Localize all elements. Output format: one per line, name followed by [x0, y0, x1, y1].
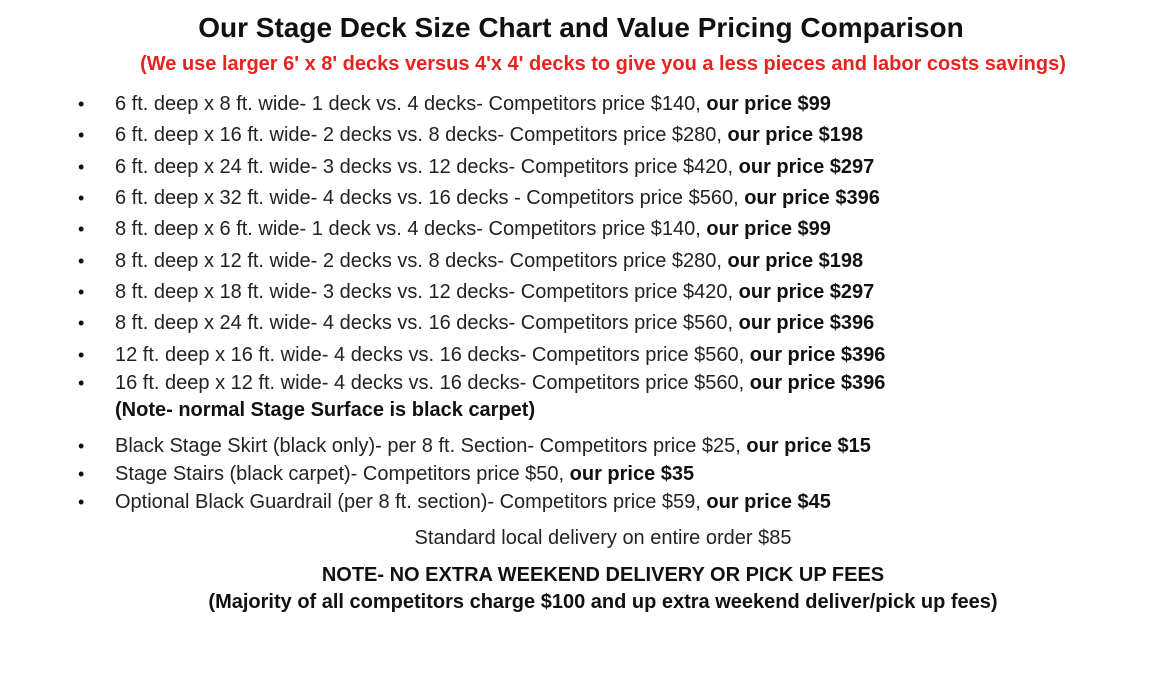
item-description: 6 ft. deep x 32 ft. wide- 4 decks vs. 16 decks - Competitors price $560,: [115, 187, 745, 209]
list-item: [78, 369, 885, 397]
item-price: our price $396: [749, 344, 886, 366]
bullet-icon: •: [78, 345, 85, 365]
item-price: our price $45: [706, 491, 831, 513]
item-description: 8 ft. deep x 12 ft. wide- 2 decks vs. 8 decks- Competitors price $280,: [115, 250, 728, 272]
bullet-icon: •: [78, 157, 85, 177]
list-item: [78, 153, 874, 181]
list-item: [78, 278, 874, 306]
bullet-icon: •: [78, 125, 85, 145]
list-item: [78, 184, 880, 212]
item-price: our price $396: [744, 187, 880, 209]
item-price: our price $15: [746, 435, 871, 457]
bullet-icon: •: [78, 436, 85, 456]
item-description: Black Stage Skirt (black only)- per 8 ft. Section- Competitors price $25,: [115, 435, 747, 457]
stage-surface-note: (Note- normal Stage Surface is black carpet): [115, 399, 536, 421]
item-price: our price $297: [738, 281, 875, 303]
bullet-icon: •: [78, 251, 85, 271]
item-description: 6 ft. deep x 24 ft. wide- 3 decks vs. 12 decks- Competitors price $420,: [115, 156, 739, 178]
bullet-icon: •: [78, 282, 85, 302]
item-description: 12 ft. deep x 16 ft. wide- 4 decks vs. 16 decks- Competitors price $560,: [115, 344, 750, 366]
item-description: 8 ft. deep x 6 ft. wide- 1 deck vs. 4 decks- Competitors price $140,: [115, 218, 707, 240]
item-price: our price $396: [749, 372, 886, 394]
list-item: [78, 341, 885, 369]
bullet-icon: •: [78, 373, 85, 393]
weekend-fee-note: NOTE- NO EXTRA WEEKEND DELIVERY OR PICK UP FEES: [321, 564, 885, 586]
bullet-icon: •: [78, 94, 85, 114]
item-description: 6 ft. deep x 16 ft. wide- 2 decks vs. 8 decks- Competitors price $280,: [115, 124, 728, 146]
bullet-icon: •: [78, 464, 85, 484]
item-description: Optional Black Guardrail (per 8 ft. section)- Competitors price $59,: [115, 491, 707, 513]
item-price: our price $396: [738, 312, 875, 334]
item-price: our price $198: [727, 124, 864, 146]
list-item: [78, 432, 871, 460]
bullet-icon: •: [78, 492, 85, 512]
item-description: 8 ft. deep x 24 ft. wide- 4 decks vs. 16 decks- Competitors price $560,: [115, 312, 739, 334]
item-price: our price $99: [706, 93, 831, 115]
item-description: 16 ft. deep x 12 ft. wide- 4 decks vs. 16 decks- Competitors price $560,: [115, 372, 750, 394]
item-price: our price $297: [738, 156, 875, 178]
item-description: 6 ft. deep x 8 ft. wide- 1 deck vs. 4 decks- Competitors price $140,: [115, 93, 707, 115]
item-description: Stage Stairs (black carpet)- Competitors price $50,: [115, 463, 570, 485]
list-item: [78, 488, 831, 516]
bullet-icon: •: [78, 219, 85, 239]
item-price: our price $99: [706, 218, 831, 240]
item-description: 8 ft. deep x 18 ft. wide- 3 decks vs. 12 decks- Competitors price $420,: [115, 281, 739, 303]
competitor-fee-note: (Majority of all competitors charge $100 and up extra weekend deliver/pick up fees): [208, 591, 998, 613]
list-item: [78, 90, 831, 118]
page-subtitle: (We use larger 6' x 8' decks versus 4'x 4' decks to give you a less pieces and labor costs savings): [140, 53, 1066, 75]
bullet-icon: •: [78, 313, 85, 333]
list-item: [78, 121, 863, 149]
list-item: [78, 215, 831, 243]
bullet-icon: •: [78, 188, 85, 208]
item-price: our price $198: [727, 250, 864, 272]
item-price: our price $35: [569, 463, 695, 485]
page-title: Our Stage Deck Size Chart and Value Pricing Comparison: [198, 12, 964, 43]
delivery-note: Standard local delivery on entire order $85: [414, 527, 792, 549]
list-item: [78, 460, 694, 488]
list-item: [78, 309, 874, 337]
list-item: [78, 247, 863, 275]
